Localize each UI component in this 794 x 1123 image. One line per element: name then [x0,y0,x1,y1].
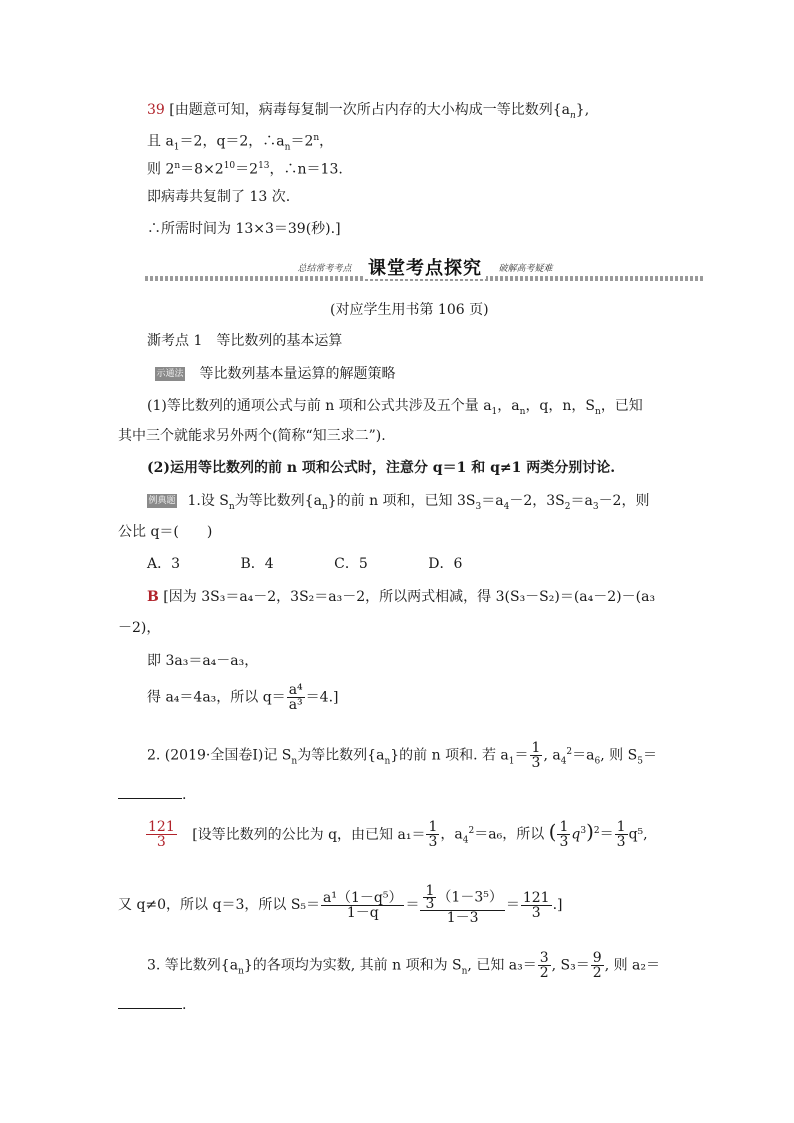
section-banner [145,252,705,286]
option-d: D．6 [428,556,463,572]
question-1-answer: B [147,589,159,605]
question-2-blank: . [118,784,186,805]
answer-blank [118,784,182,799]
method-point-1-line2: 其中三个就能求另外两个(简称“知三求二”). [118,428,386,444]
banner-title: 课堂考点探究 [364,258,486,279]
question-2-solution-line2: 又 q≠0，所以 q＝3，所以 S₅＝ $\frac{\text{a¹（1－q⁵）}}{1-q}$ ＝ $\frac{1}{3}$ （1－3⁵） 1－3 ＝ $\frac{121}{3}$ .] [118,883,563,926]
option-a: A．3 [147,556,181,572]
solution-39-line5: ∴所需时间为 13×3＝39(秒).] [147,221,341,237]
example-tag: 例典题 [148,496,176,506]
question-1-solution-line1: B [因为 3S₃＝a₄－2，3S₂＝a₃－2，所以两式相减，得 3(S₃－S₂)＝(a₄－2)－(a₃ [147,589,656,605]
question-1-stem: 例典题 1.设 $S_n$为等比数列$\{a_n\}$的前 n 项和，已知 $3S_3=a_4-2$，$3S_2=a_3-2$，则 [148,493,650,512]
topic-heading: 澌考点 1 等比数列的基本运算 [147,333,343,349]
question-1-solution-line4: 得 a₄＝4a₃，所以 q＝ $\frac{\text{a⁴}}{\text{a³}}$ ＝4.] [147,682,339,713]
answer-blank [118,994,182,1009]
method-title: 等比数列基本量运算的解题策略 [199,366,396,382]
method-heading [155,364,395,384]
question-1-solution-line2: －2)， [118,620,161,636]
question-2-stem: 2. (2019·全国卷Ⅰ)记 $S_n$为等比数列$\{a_n\}$的前 n 项和. 若 $a_1=$ $\frac{1}{3}$ , $a_4^2=a_6$, 则 $S_5=$ [147,740,657,771]
solution-39-line3: 则 $2^n=8\times 2^{10}=2^{13}$，∴n＝13. [147,161,343,178]
question-1-options [147,554,462,574]
question-2-answer: $\frac{121}{3}$ [148,819,175,850]
question-3-blank: . [118,994,186,1015]
solution-39-line4: 即病毒共复制了 13 次. [147,189,291,205]
page-reference-note: (对应学生用书第 106 页) [330,302,489,318]
question-3-stem: 3. 等比数列$\{a_n\}$的各项均为实数, 其前 n 项和为 $S_n$, 已知 a₃＝ $\frac{3}{2}$ , S₃＝ $\frac{9}{2}$ , 则 a₂＝ [147,950,660,981]
question-1-solution-line3: 即 3a₃＝a₄－a₃， [147,653,259,669]
banner-right-text: 破解高考疑难 [498,263,553,274]
option-c: C．5 [334,556,368,572]
question-1-stem-line2: 公比 q＝( ) [118,524,213,540]
answer-label-39: 39 [147,102,165,118]
method-point-2: (2)运用等比数列的前 n 项和公式时，注意分 q＝1 和 q≠1 两类分别讨论. [147,460,616,476]
option-b: B．4 [240,556,274,572]
banner-left-text: 总结常考考点 [297,263,352,274]
solution-39-line2: 且 $a_1=2$，q＝2，$\therefore a_n=2^n$， [147,133,334,153]
solution-39-line1: 39 [由题意可知，病毒每复制一次所占内存的大小构成一等比数列$\{a_n\}$, [147,102,590,121]
method-tag: 示通法 [156,369,184,379]
method-point-1-line1: (1)等比数列的通项公式与前 n 项和公式共涉及五个量 $a_1$，$a_n$，q，n，$S_n$，已知 [147,398,643,417]
question-2-solution-line1: $\frac{121}{3}$ [设等比数列的公比为 q，由已知 a₁＝ $\frac{1}{3}$ ，$a_4^2=a_6$，所以 ( $\frac{1}{3}$ $q^3)^2=$ $\frac{1}{3}$ q⁵, [148,819,648,850]
